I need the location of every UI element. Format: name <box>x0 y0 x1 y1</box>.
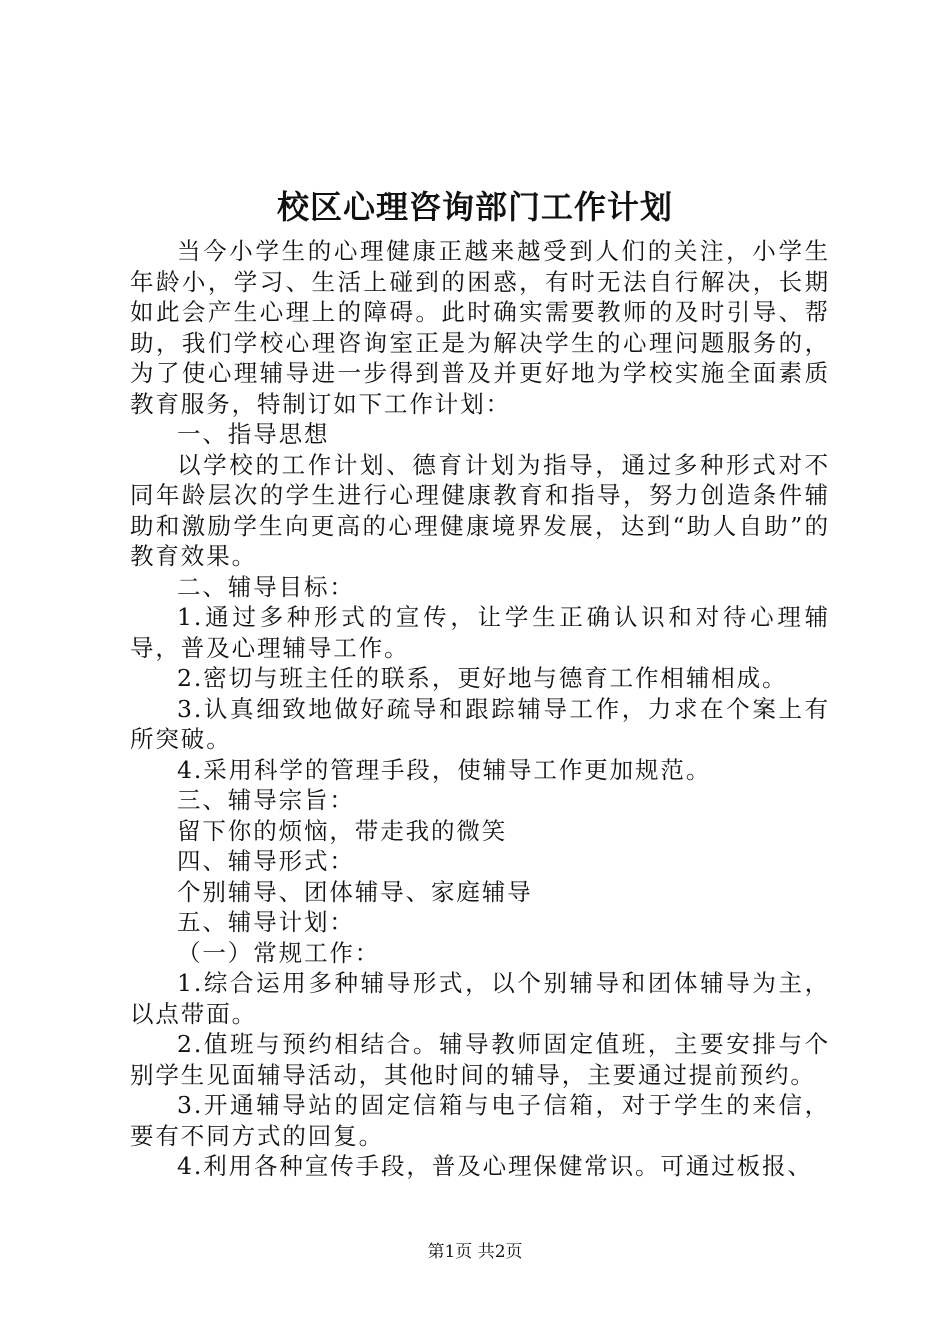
goal-item-1: 1.通过多种形式的宣传，让学生正确认识和对待心理辅导，普及心理辅导工作。 <box>130 603 830 662</box>
paragraph-purpose: 留下你的烦恼，带走我的微笑 <box>177 816 508 845</box>
heading-guiding-ideology: 一、指导思想 <box>177 420 330 448</box>
goal-item-4: 4.采用科学的管理手段，使辅导工作更加规范。 <box>177 755 712 784</box>
plan-item-2: 2.值班与预约相结合。辅导教师固定值班，主要安排与个别学生见面辅导活动，其他时间的辅导，主要通过提前预约。 <box>130 1030 830 1089</box>
heading-forms: 四、辅导形式： <box>177 847 355 875</box>
page-number-footer: 第1页 共2页 <box>427 1242 523 1262</box>
plan-item-4: 4.利用各种宣传手段，普及心理保健常识。可通过板报、 <box>177 1152 813 1180</box>
document-body <box>130 236 830 1182</box>
goal-item-3: 3.认真细致地做好疏导和跟踪辅导工作，力求在个案上有所突破。 <box>130 694 830 753</box>
paragraph-intro: 当今小学生的心理健康正越来越受到人们的关注，小学生年龄小，学习、生活上碰到的困惑，有时无法自行解决，长期如此会产生心理上的障碍。此时确实需要教师的及时引导、帮助，我们学校心理咨询室正是为解决学生的心理问题服务的，为了使心理辅导进一步得到普及并更好地为学校实施全面素质教育服务，特制订如下工作计划： <box>130 237 830 418</box>
subheading-routine-work: （一）常规工作： <box>177 938 381 967</box>
heading-purpose: 三、辅导宗旨： <box>177 786 355 814</box>
plan-item-3: 3.开通辅导站的固定信箱与电子信箱，对于学生的来信，要有不同方式的回复。 <box>130 1091 830 1150</box>
document-title: 校区心理咨询部门工作计划 <box>276 188 673 226</box>
heading-plan: 五、辅导计划： <box>177 908 355 936</box>
paragraph-guiding-ideology: 以学校的工作计划、德育计划为指导，通过多种形式对不同年龄层次的学生进行心理健康教育和指导，努力创造条件辅助和激励学生向更高的心理健康境界发展，达到“助人自助”的教育效果。 <box>130 450 830 570</box>
paragraph-forms: 个别辅导、团体辅导、家庭辅导 <box>177 877 533 906</box>
heading-goals: 二、辅导目标： <box>177 572 355 601</box>
goal-item-2: 2.密切与班主任的联系，更好地与德育工作相辅相成。 <box>177 664 788 692</box>
plan-item-1: 1.综合运用多种辅导形式，以个别辅导和团体辅导为主，以点带面。 <box>130 969 830 1028</box>
